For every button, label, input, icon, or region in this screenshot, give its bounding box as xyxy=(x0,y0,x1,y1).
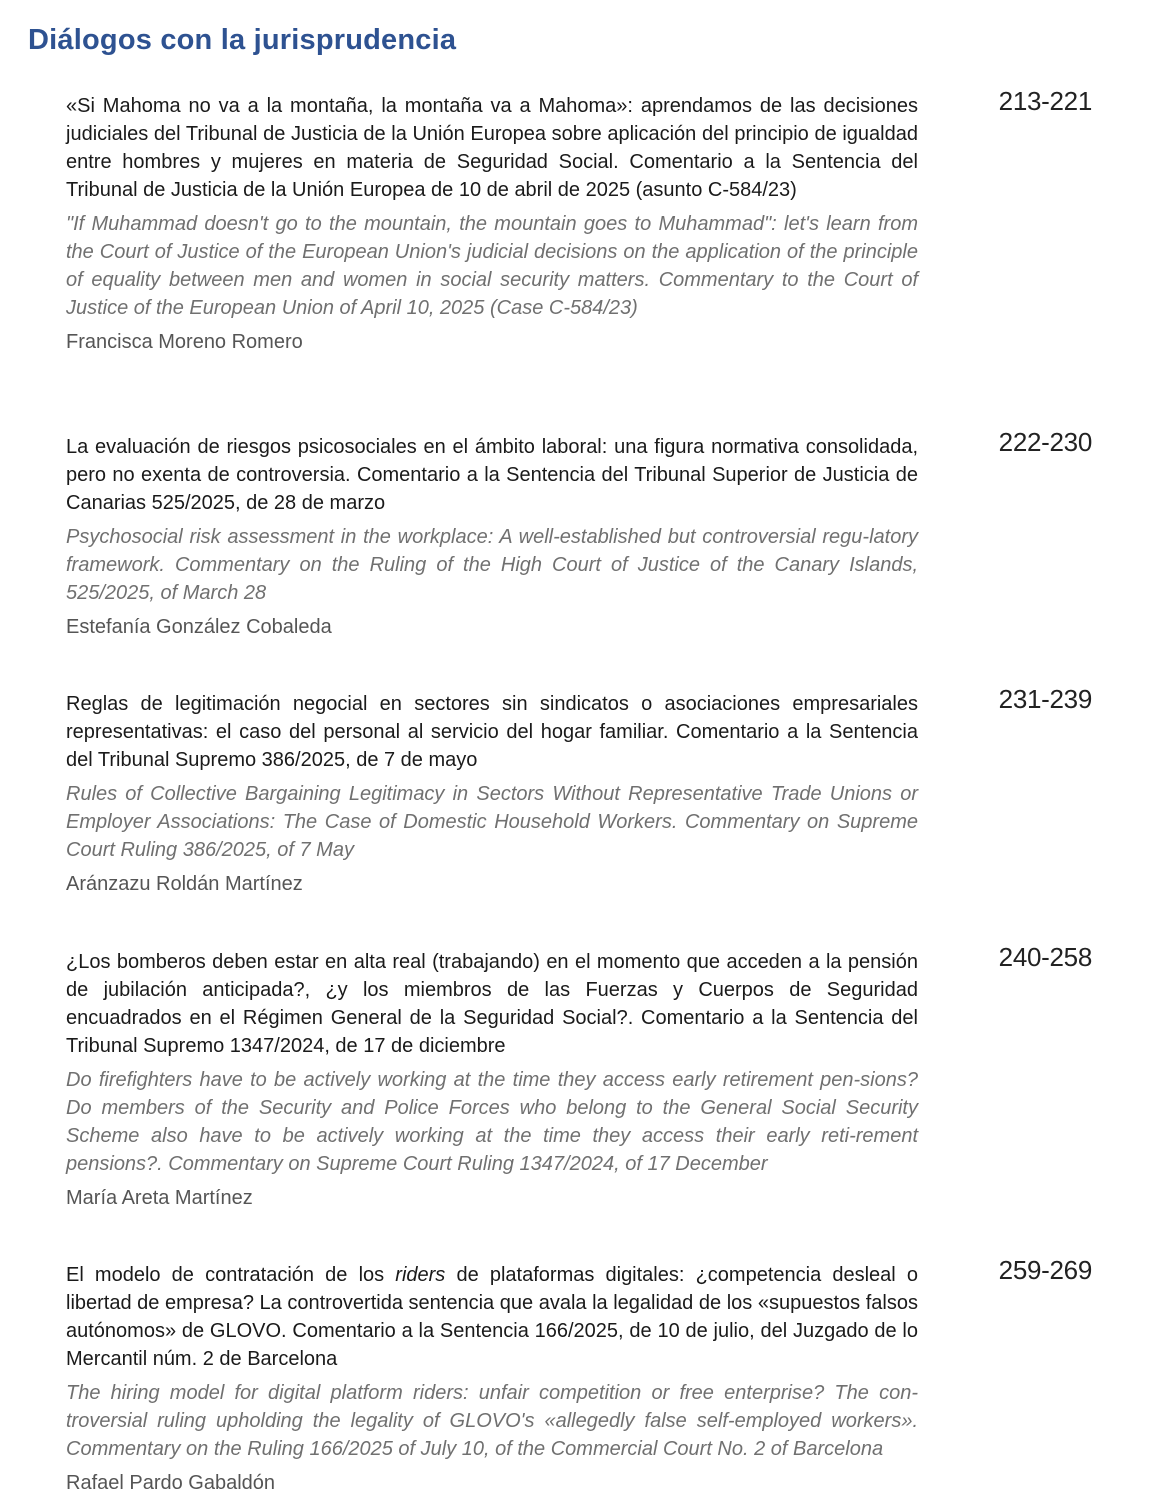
entry-title-en: Psychosocial risk assessment in the workplace: A well-established but controversial regu-latory framework. Commentary on the Ruling of the High Court of Justice of the Canary Islands, 525/2025, of March 28 xyxy=(66,526,918,604)
entry-title-en: The hiring model for digital platform riders: unfair competition or free enterprise? The con-troversial ruling upholding the legality of GLOVO's «allegedly false self-employed workers». Commentary on the Ruling 166/2025 of July 10, of the Commercial Court No. 2 of Barcelona xyxy=(66,1382,918,1460)
entry-author: Rafael Pardo Gabaldón xyxy=(66,1472,276,1494)
entry-pages[interactable]: 240-258 xyxy=(998,942,1092,972)
entry-pages[interactable]: 231-239 xyxy=(998,684,1092,714)
entry-title-es[interactable]: Reglas de legitimación negocial en sectores sin sindicatos o asociaciones empresariales representativas: el caso del personal al servicio del hogar familiar. Comentario a la Sentencia del Tribunal Supremo 386/2025, de 7 de mayo xyxy=(66,693,918,771)
entry-title-es[interactable] xyxy=(66,1261,918,1373)
entry-author: María Areta Martínez xyxy=(66,1187,253,1209)
entry-author: Aránzazu Roldán Martínez xyxy=(66,873,303,895)
entry-body xyxy=(66,690,918,898)
title-part: de plataformas digitales: ¿competencia desleal o libertad de empresa? La controvertida sentencia que avala la legalidad de los «supuestos falsos autónomos» de GLOVO. Comentario a la Sentencia 166/2025, de 10 de julio, del Juzgado de lo Mercantil núm. 2 de Barcelona xyxy=(66,1264,918,1370)
title-italic-term: riders xyxy=(395,1264,446,1286)
entry-body xyxy=(66,1261,918,1497)
entry-title-es[interactable]: ¿Los bomberos deben estar en alta real (trabajando) en el momento que acceden a la pensión de jubilación anticipada?, ¿y los miembros de las Fuerzas y Cuerpos de Seguridad encuadrados en el Régimen General de la Seguridad Social?. Comentario a la Sentencia del Tribunal Supremo 1347/2024, de 17 de diciembre xyxy=(66,951,918,1057)
entry-body xyxy=(66,948,918,1212)
toc-entry[interactable] xyxy=(66,1255,1096,1497)
entry-title-en: Rules of Collective Bargaining Legitimacy in Sectors Without Representative Trade Unions or Employer Associations: The Case of Domestic Household Workers. Commentary on Supreme Court Ruling 386/2025, of 7 May xyxy=(66,783,918,861)
toc-entry[interactable] xyxy=(66,427,1096,641)
entry-title-es[interactable]: La evaluación de riesgos psicosociales en el ámbito laboral: una figura normativa consolidada, pero no exenta de controversia. Comentario a la Sentencia del Tribunal Superior de Justicia de Canarias 525/2025, de 28 de marzo xyxy=(66,436,918,514)
entry-author: Francisca Moreno Romero xyxy=(66,331,303,353)
entry-pages[interactable]: 213-221 xyxy=(998,86,1092,116)
entry-pages[interactable]: 222-230 xyxy=(998,427,1092,457)
entry-author: Estefanía González Cobaleda xyxy=(66,616,332,638)
title-part: El modelo de contratación de los xyxy=(66,1264,396,1286)
entry-title-en: Do firefighters have to be actively working at the time they access early retirement pen-sions? Do members of the Security and Police Forces who belong to the General Social Security Scheme also have to be actively working at the time they access their early reti-rement pensions?. Commentary on Supreme Court Ruling 1347/2024, of 17 December xyxy=(66,1069,918,1175)
toc-entry[interactable] xyxy=(66,684,1096,898)
entry-title-en: "If Muhammad doesn't go to the mountain, the mountain goes to Muhammad": let's learn from the Court of Justice of the European Union's judicial decisions on the application of the principle of equality between men and women in social security matters. Commentary to the Court of Justice of the European Union of April 10, 2025 (Case C-584/23) xyxy=(66,213,918,319)
entry-title-es[interactable]: «Si Mahoma no va a la montaña, la montaña va a Mahoma»: aprendamos de las decisiones judiciales del Tribunal de Justicia de la Unión Europea sobre aplicación del principio de igualdad entre hombres y mujeres en materia de Seguridad Social. Comentario a la Sentencia del Tribunal de Justicia de la Unión Europea de 10 de abril de 2025 (asunto C-584/23) xyxy=(66,95,918,201)
entry-body xyxy=(66,92,918,356)
toc-entry[interactable] xyxy=(66,942,1096,1212)
toc-entry[interactable] xyxy=(66,86,1096,356)
entry-pages[interactable]: 259-269 xyxy=(998,1255,1092,1285)
section-title: Diálogos con la jurisprudencia xyxy=(28,24,457,56)
entry-body xyxy=(66,433,918,641)
